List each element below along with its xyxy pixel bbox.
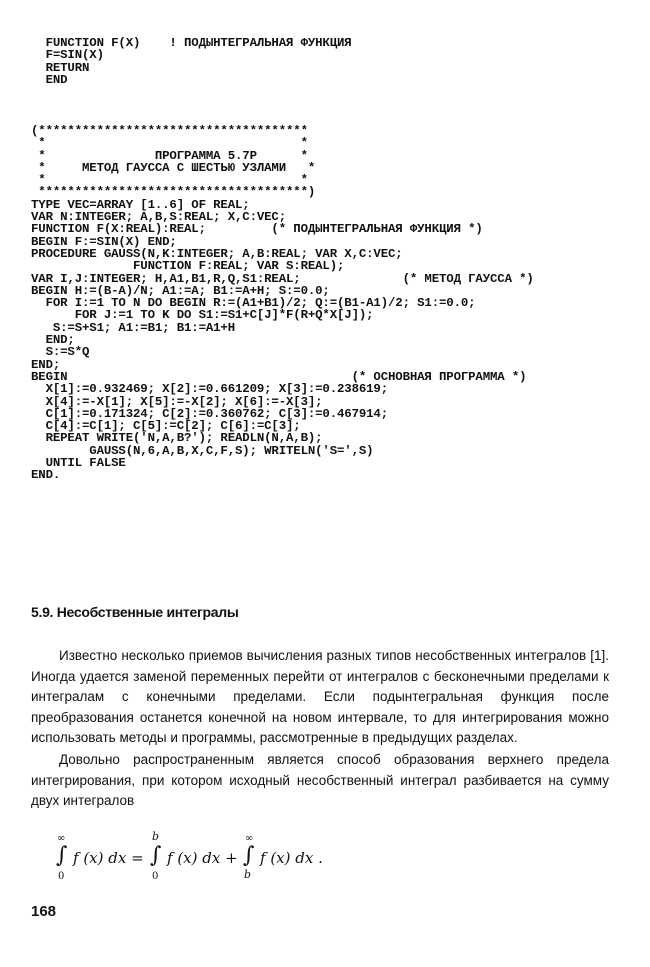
integrand-term: f (x) dx . bbox=[260, 849, 323, 867]
integral-sign: ∫ bbox=[243, 843, 255, 868]
paragraph-improper-integrals-intro: Известно несколько приемов вычисления разных типов несобственных интегралов [1]. Иногда удается заменой переменных перейти от интегралов с бесконечными пределами к интегралам с конечными пределами. Если подынтегральная функция после преобразования останется конечной на новом интервале, то для интегрирования можно использовать методы и программы, рассмотренные в предыдущих разделах. bbox=[31, 648, 609, 746]
integrand-term: f (x) dx = bbox=[73, 849, 149, 867]
integral-sign: ∫ bbox=[150, 843, 162, 868]
pascal-program-code: (************************************* * * * ПРОГРАММА 5.7P * * МЕТОД ГАУССА С ШЕСТЬЮ УЗЛАМИ * * * *************************************) TYPE VEC=ARRAY [1..6] OF REAL; VAR N:INTEGER; A,B,S:REAL; X,C:VEC; FUNCTION F(X:REAL):REAL; (* ПОДЫНТЕГРАЛЬНАЯ ФУНКЦИЯ *) BEGIN F:=SIN(X) END; PROCEDURE GAUSS(N,K:INTEGER; A,B:REAL; VAR X,C:VEC; FUNCTION F:REAL; VAR S:REAL); VAR I,J:INTEGER; H,A1,B1,R,Q,S1:REAL; (* МЕТОД ГАУССА *) BEGIN H:=(B-A)/N; A1:=A; B1:=A+H; S:=0.0; FOR I:=1 TO N DO BEGIN R:=(A1+B1)/2; Q:=(B1-A1)/2; S1:=0.0; FOR J:=1 TO K DO S1:=S1+C[J]*F(R+Q*X[J]); S:=S+S1; A1:=B1; B1:=A1+H END; S:=S*Q END; BEGIN (* ОСНОВНАЯ ПРОГРАММА *) X[1]:=0.932469; X[2]:=0.661209; X[3]:=0.238619; X[4]:=-X[1]; X[5]:=-X[2]; X[6]:=-X[3]; C[1]:=0.171324; C[2]:=0.360762; C[3]:=0.467914; C[4]:=C[1]; C[5]:=C[2]; C[6]:=C[3]; REPEAT WRITE('N,A,B?'); READLN(N,A,B); GAUSS(N,6,A,B,X,C,F,S); WRITELN('S=',S) UNTIL FALSE END. bbox=[31, 124, 534, 483]
integrand-term: f (x) dx + bbox=[167, 849, 243, 867]
integral-sign: ∫ bbox=[56, 843, 68, 868]
upper-limit-infinity: ∞ bbox=[57, 833, 66, 844]
section-heading: 5.9. Несобственные интегралы bbox=[31, 604, 239, 620]
paragraph-integral-split: Довольно распространенным является способ образования верхнего предела интегрирования, при котором исходный несобственный интеграл разбивается на сумму двух интегралов bbox=[31, 752, 609, 809]
upper-limit-b: b bbox=[152, 830, 160, 843]
fortran-function-code: FUNCTION F(X) ! ПОДЫНТЕГРАЛЬНАЯ ФУНКЦИЯ F=SIN(X) RETURN END bbox=[45, 36, 352, 87]
page-number: 168 bbox=[31, 903, 57, 920]
integral-split-formula bbox=[54, 832, 474, 882]
lower-limit-zero: 0 bbox=[58, 871, 65, 882]
lower-limit-zero: 0 bbox=[152, 871, 159, 882]
lower-limit-b: b bbox=[244, 868, 252, 881]
upper-limit-infinity: ∞ bbox=[245, 833, 254, 844]
